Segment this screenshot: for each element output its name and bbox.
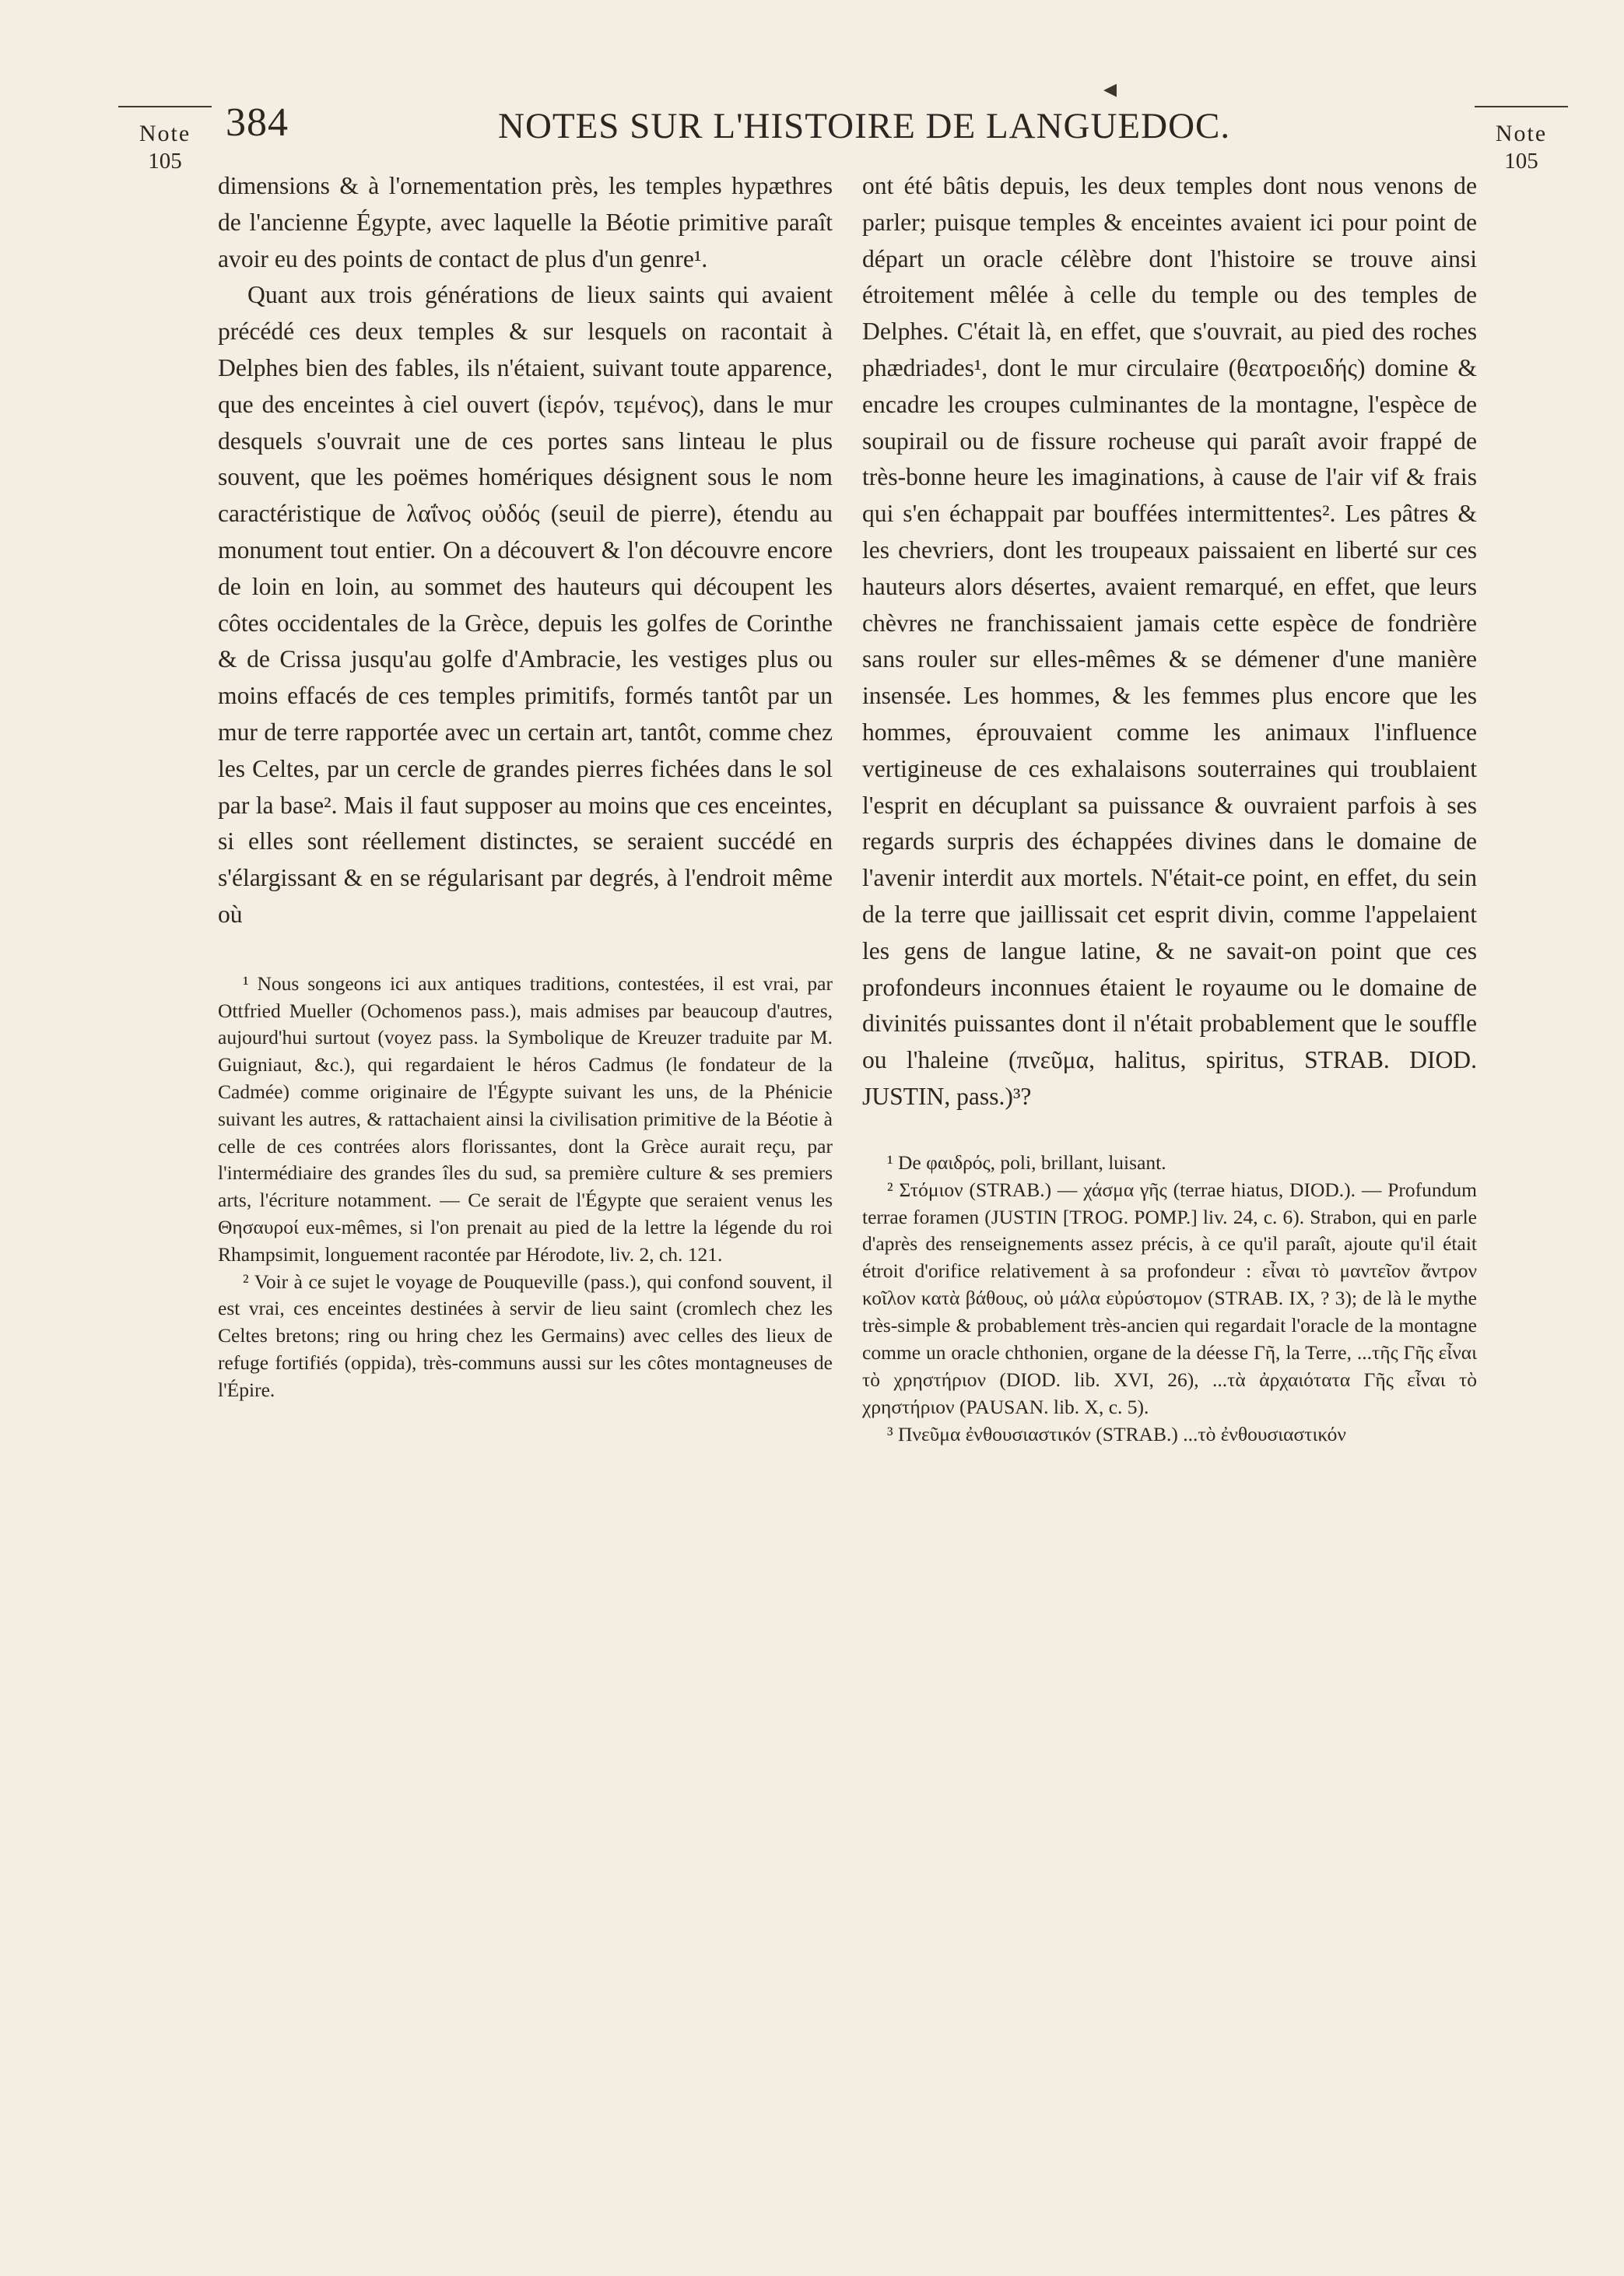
page-number: 384 [226, 100, 289, 145]
right-main-text [862, 168, 1477, 1115]
right-paragraph-1: ont été bâtis depuis, les deux temples dont nous venons de parler; puisque temples & enceintes avaient ici pour point de départ un oracle célèbre dont l'histoire se trouve ainsi étroitement mêlée à celle du temple ou des temples de Delphes. C'était là, en effet, que s'ouvrait, au pied des roches phædriades¹, dont le mur circulaire (θεατροειδής) domine & encadre les croupes culminantes de la montagne, l'espèce de soupirail ou de fissure rocheuse qui paraît avoir frappé de très-bonne heure les imaginations, à cause de l'air vif & frais qui s'en échappait par bouffées intermittentes². Les pâtres & les chevriers, dont les troupeaux paissaient en liberté sur ces hauteurs alors désertes, avaient remarqué, en effet, que leurs chèvres ne franchissaient jamais cette espèce de fondrière sans rouler sur elles-mêmes & se démener d'une manière insensée. Les hommes, & les femmes plus encore que les hommes, éprouvaient comme les animaux l'influence vertigineuse de ces exhalaisons souterraines qui troublaient l'esprit en décuplant sa puissance & ouvraient parfois à ses regards surpris des échappées divines dans le domaine de l'avenir interdit aux mortels. N'était-ce point, en effet, du sein de la terre que jaillissait cet esprit divin, comme l'appelaient les gens de langue latine, & ne savait-on point que ces profondeurs inconnues étaient le royaume ou le domaine de divinités puissantes dont il n'était probablement que le souffle ou l'haleine (πνεῦμα, halitus, spiritus, STRAB. DIOD. JUSTIN, pass.)³? [862, 172, 1477, 1110]
right-footnote-3: ³ Πνεῦμα ἐνθουσιαστικόν (STRAB.) ...τὸ ἐνθουσιαστικόν [887, 1422, 1346, 1445]
left-footnote-2: ² Voir à ce sujet le voyage de Pouqueville (pass.), qui confond souvent, il est vrai, ces enceintes destinées à servir de lieu saint (cromlech chez les Celtes bretons; ring ou hring chez les Germains) avec celles des lieux de refuge fortifiés (oppida), très-communs aussi sur les côtes montagneuses de l'Épire. [218, 1270, 833, 1401]
left-main-text [218, 168, 833, 933]
left-note-label [118, 106, 212, 174]
left-note-word: Note [139, 121, 191, 146]
right-note-number: 105 [1504, 149, 1538, 174]
right-footnote-1: ¹ De φαιδρός, poli, brillant, luisant. [887, 1150, 1166, 1174]
running-title: NOTES SUR L'HISTOIRE DE LANGUEDOC. [498, 106, 1231, 146]
left-footnotes [218, 971, 833, 1404]
right-footnote-2: ² Στόμιον (STRAB.) — χάσμα γῆς (terrae hiatus, DIOD.). — Profundum terrae foramen (JUSTIN [TROG. POMP.] liv. 24, c. 6). Strabon, qui en parle d'après des renseignements assez précis, à ce qu'il paraît, ajoute qu'il était étroit d'orifice relativement à sa profondeur : εἶναι τὸ μαντεῖον ἄντρον κοῖλον κατὰ βάθους, οὐ μάλα εὐρύστομον (STRAB. IX, ? 3); de là le mythe très-simple & probablement très-ancien qui regardait l'oracle de la montagne comme un oracle chthonien, organe de la déesse Γῆ, la Terre, ...τῆς Γῆς εἶναι τὸ χρηστήριον (DIOD. lib. XVI, 26), ...τὰ ἀρχαιότατα Γῆς εἶναι τὸ χρηστήριον (PAUSAN. lib. X, c. 5). [862, 1178, 1477, 1418]
right-column [862, 168, 1477, 1449]
left-footnote-1: ¹ Nous songeons ici aux antiques traditions, contestées, il est vrai, par Ottfried Mueller (Ochomenos pass.), mais admises par beaucoup d'autres, aujourd'hui surtout (voyez pass. la Symbolique de Kreuzer traduite par M. Guigniaut, &c.), qui regardaient le héros Cadmus (le fondateur de la Cadmée) comme originaire de l'Égypte suivant les uns, de la Phénicie suivant les autres, & rattachaient ainsi la civilisation primitive de la Béotie à celle de ces contrées alors florissantes, dont la Grèce aurait reçu, par l'intermédiaire des grandes îles du sud, sa première culture & ses premiers arts, l'écriture notamment. — Ce serait de l'Égypte que seraient venus les Θησαυροί eux-mêmes, si l'on prenait au pied de la lettre la légende du roi Rhampsimit, longuement racontée par Hérodote, liv. 2, ch. 121. [218, 971, 833, 1266]
page-header [210, 97, 1486, 153]
left-note-rule [118, 106, 212, 107]
left-note-number: 105 [148, 149, 182, 174]
left-paragraph-1: dimensions & à l'ornementation près, les temples hypæthres de l'ancienne Égypte, avec laquelle la Béotie primitive paraît avoir eu des points de contact de plus d'un genre¹. [218, 172, 833, 272]
right-footnotes [862, 1150, 1477, 1449]
left-column [218, 168, 833, 1403]
right-note-rule [1475, 106, 1568, 107]
right-note-label [1475, 106, 1568, 174]
left-paragraph-2: Quant aux trois générations de lieux saints qui avaient précédé ces deux temples & sur lesquels on racontait à Delphes bien des fables, ils n'étaient, suivant toute apparence, que des enceintes à ciel ouvert (ἱερόν, τεμένος), dans le mur desquels s'ouvrait une de ces portes sans linteau le plus souvent, que les poëmes homériques désignent sous le nom caractéristique de λαΐνος οὐδός (seuil de pierre), étendu au monument tout entier. On a découvert & l'on découvre encore de loin en loin, au sommet des hauteurs qui découpent les côtes occidentales de la Grèce, depuis les golfes de Corinthe & de Crissa jusqu'au golfe d'Ambracie, les vestiges plus ou moins effacés de ces temples primitifs, formés tantôt par un mur de terre rapportée avec un certain art, tantôt, comme chez les Celtes, par un cercle de grandes pierres fichées dans le sol par la base². Mais il faut supposer au moins que ces enceintes, si elles sont réellement distinctes, se seraient succédé en s'élargissant & en se régularisant par degrés, à l'endroit même où [218, 281, 833, 928]
page-marker-icon: ◂ [1103, 75, 1117, 104]
right-note-word: Note [1495, 121, 1548, 146]
